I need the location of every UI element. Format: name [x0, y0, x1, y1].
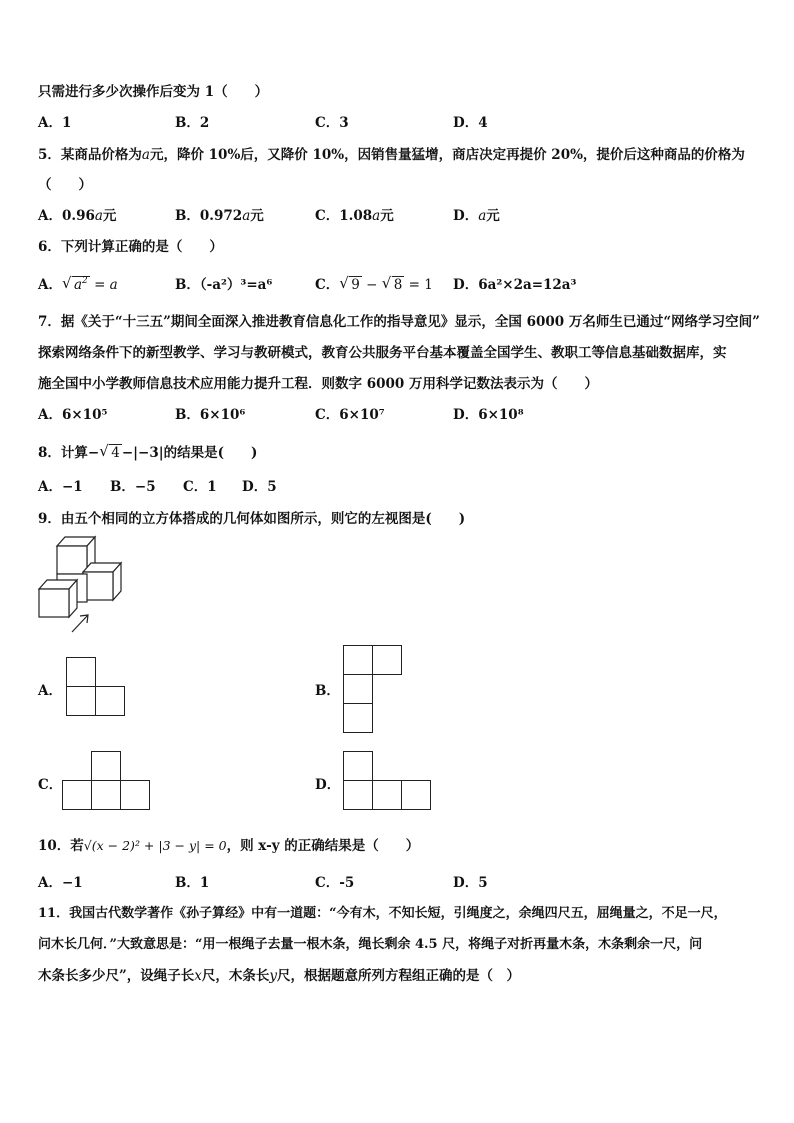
q5-option-c: C．1.08a元	[315, 208, 394, 224]
question-7-line-2: 探索网络条件下的新型教学、学习与教研模式，教育公共服务平台基本覆盖全国学生、教职工等信息基础数据库，实	[38, 345, 727, 361]
q7-option-b: B．6×10⁶	[175, 407, 246, 423]
option-a: A．1	[38, 115, 72, 131]
question-5-stem-cont: （ ）	[38, 177, 92, 193]
view-arrow-icon	[72, 615, 88, 632]
q5-option-b: B．0.972a元	[175, 208, 264, 224]
question-11-line-3: 木条长多少尺”，设绳子长x尺，木条长y尺，根据题意所列方程组正确的是（ ）	[38, 968, 521, 984]
question-intro-text: 只需进行多少次操作后变为 1（ ）	[38, 84, 269, 100]
q7-option-d: D．6×10⁸	[453, 407, 524, 423]
question-10-stem: 10．若√(x − 2)² + |3 − y| = 0，则 x-y 的正确结果是（ ）	[38, 838, 420, 854]
q5-option-d: D．a元	[453, 208, 500, 224]
q5-option-a: A．0.96a元	[38, 208, 117, 224]
option-b: B．2	[175, 115, 210, 131]
q6-option-d: D．6a²×2a=12a³	[453, 277, 577, 293]
q9-option-b-label: B．	[315, 683, 340, 699]
question-8-stem: 8．计算−√ 4 −|−3|的结果是( )	[38, 444, 257, 462]
q7-option-c: C．6×10⁷	[315, 407, 385, 423]
cube-solid-figure	[36, 534, 126, 634]
question-9-stem: 9．由五个相同的立方体搭成的几何体如图所示，则它的左视图是( )	[38, 511, 466, 527]
q6-option-a: A．√ $a^2 = a$	[38, 276, 118, 294]
q10-option-c: C．-5	[315, 875, 355, 891]
option-c: C．3	[315, 115, 349, 131]
q10-option-b: B．1	[175, 875, 210, 891]
q9-option-d-label: D．	[315, 777, 341, 793]
q8-option-c: C．1	[183, 479, 217, 495]
question-7-line-1: 7．据《关于“十三五”期间全面深入推进教育信息化工作的指导意见》显示，全国 6000 万名师生已通过“网络学习空间”	[38, 314, 760, 330]
q9-option-a-label: A．	[38, 683, 62, 699]
q10-option-a: A．−1	[38, 875, 83, 891]
q10-option-d: D．5	[453, 875, 488, 891]
q6-option-b: B．（-a²）³=a⁶	[175, 277, 273, 293]
question-6-stem: 6．下列计算正确的是（ ）	[38, 239, 223, 255]
question-11-line-1: 11．我国古代数学著作《孙子算经》中有一道题：“今有木，不知长短，引绳度之，余绳四尺五，屈绳量之，不足一尺，	[38, 906, 727, 921]
option-d: D．4	[453, 115, 488, 131]
q9-option-c-label: C．	[38, 777, 63, 793]
question-11-line-2: 问木长几何．”大致意思是：“用一根绳子去量一根木条，绳长剩余 4.5 尺，将绳子对折再量木条，木条剩余一尺，问	[38, 937, 703, 952]
q8-option-d: D．5	[242, 479, 277, 495]
question-7-line-3: 施全国中小学教师信息技术应用能力提升工程．则数字 6000 万用科学记数法表示为（ ）	[38, 376, 598, 392]
q7-option-a: A．6×10⁵	[38, 407, 108, 423]
q8-option-b: B．−5	[110, 479, 156, 495]
question-5-stem: 5．某商品价格为a元，降价 10%后，又降价 10%，因销售量猛增，商店决定再提价 20%，提价后这种商品的价格为	[38, 147, 745, 163]
q8-option-a: A．−1	[38, 479, 83, 495]
q6-option-c: C．√ 9 − √ 8 = 1	[315, 276, 433, 294]
